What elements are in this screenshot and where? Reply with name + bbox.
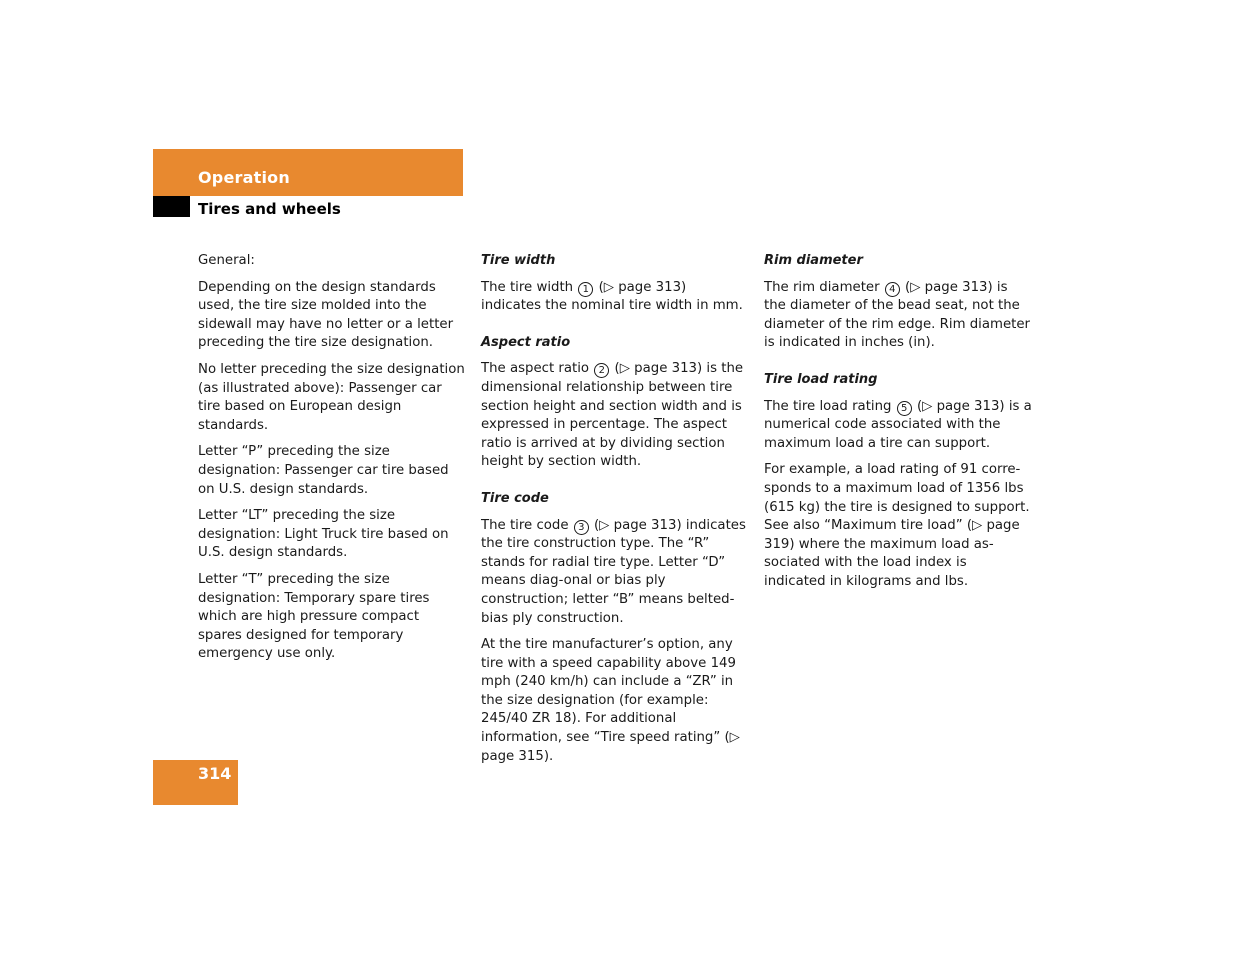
paragraph-zr-option: At the tire manufacturer’s option, any tire with a speed capability above 149 mph (240 km/h) can include a “ZR” in the size designation (for example: 245/40 ZR 18). For additional information, see “Tire speed rating” (▷ page 315). (481, 637, 740, 764)
paragraph-letter-lt: Letter “LT” preceding the size designation: Light Truck tire based on U.S. design standards. (198, 508, 449, 561)
aspect-ratio-text-post: (▷ page 313) is the dimensional relationship between tire section height and section width and is expressed in percentage. The aspect ratio is arrived at by dividing section height by section width. (481, 361, 744, 470)
subsection-title: Tires and wheels (198, 200, 341, 218)
paragraph-load-example: For example, a load rating of 91 corre-sponds to a maximum load of 1356 lbs (615 kg) the tire is designed to support. See also “Maximum tire load” (▷ page 319) where the maximum load as-sociated with the load index is indicated in kilograms and lbs. (764, 462, 1030, 589)
paragraph-letter-t: Letter “T” preceding the size designation: Temporary spare tires which are high pressure compact spares designed for temporary emergency use only. (198, 571, 430, 662)
section-tire-code (481, 490, 749, 766)
aspect-ratio-text-pre: The aspect ratio (481, 361, 590, 377)
callout-number-4: 4 (885, 282, 900, 297)
load-rating-text-post: (▷ page 313) is a numerical code associated with the maximum load a tire can support. (764, 398, 1032, 451)
paragraph-aspect-ratio (481, 360, 749, 472)
paragraph-no-letter: No letter preceding the size designation (as illustrated above): Passenger car tire based on European design standards. (198, 361, 465, 433)
paragraph-load-rating (764, 398, 1032, 454)
heading-load-rating: Tire load rating (764, 371, 878, 387)
paragraph-tire-code (481, 517, 749, 629)
paragraph-letter-p: Letter “P” preceding the size designation: Passenger car tire based on U.S. design standards. (198, 444, 449, 497)
column-rim-diameter (764, 252, 1032, 600)
callout-number-5: 5 (897, 401, 912, 416)
paragraph-tire-width (481, 279, 749, 316)
callout-number-2: 2 (594, 363, 609, 378)
section-tire-width (481, 252, 749, 316)
callout-number-1: 1 (578, 282, 593, 297)
page-number: 314 (198, 764, 232, 783)
paragraph-rim-diameter (764, 279, 1032, 353)
rim-diameter-text-pre: The rim diameter (764, 279, 880, 295)
heading-tire-width: Tire width (481, 253, 556, 268)
heading-rim-diameter: Rim diameter (764, 253, 863, 268)
heading-aspect-ratio: Aspect ratio (481, 334, 571, 350)
section-rim-diameter (764, 252, 1032, 353)
tire-code-text-pre: The tire code (481, 517, 569, 533)
callout-number-3: 3 (574, 520, 589, 535)
subsection-marker (153, 196, 190, 217)
paragraph-design-standards: Depending on the design standards used, the tire size molded into the sidewall may have no letter or a letter preceding the tire size designation. (198, 279, 454, 351)
tire-code-text-post: (▷ page 313) indicates the tire construction type. The “R” stands for radial tire type. Letter “D” means diag-onal or bias ply construction; letter “B” means belted-bias ply construction. (481, 517, 746, 626)
section-load-rating (764, 371, 1032, 592)
rim-diameter-text-post: (▷ page 313) is the diameter of the bead seat, not the diameter of the rim edge. Rim diameter is indicated in inches (in). (764, 279, 1031, 351)
general-label: General: (198, 253, 255, 268)
column-tire-width (481, 252, 749, 774)
heading-tire-code: Tire code (481, 490, 549, 506)
column-general (198, 252, 466, 672)
tire-width-text-pre: The tire width (481, 279, 574, 295)
section-aspect-ratio (481, 334, 749, 472)
section-title: Operation (198, 168, 290, 187)
load-rating-text-pre: The tire load rating (764, 398, 892, 414)
tire-width-text-post: (▷ page 313) indicates the nominal tire width in mm. (481, 279, 743, 314)
